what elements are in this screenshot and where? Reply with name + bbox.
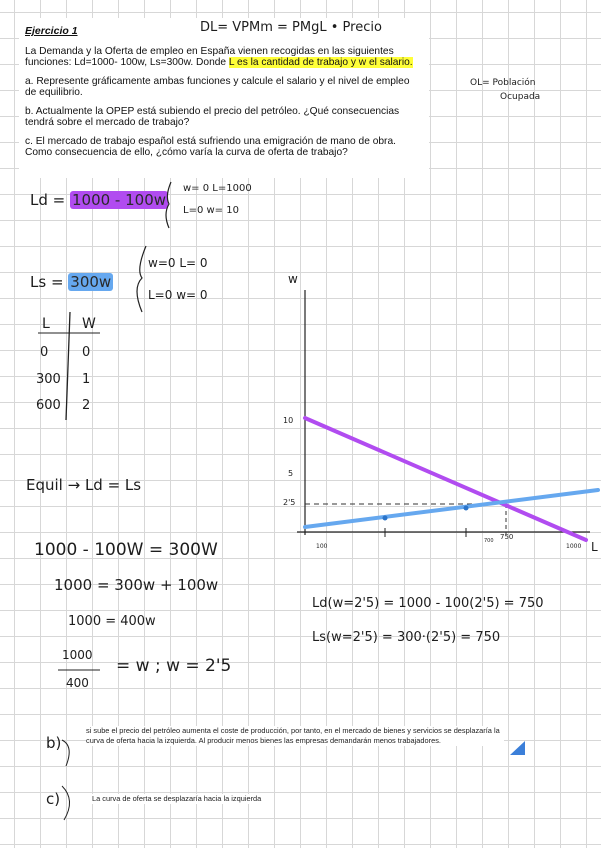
supply-curve xyxy=(305,490,598,527)
equation-step-4-result: = w ; w = 2'5 xyxy=(116,656,232,676)
ls-condition-2: L=0 w= 0 xyxy=(148,288,208,302)
equilibrium-label: Equil → Ld = Ls xyxy=(26,476,142,494)
calc-ls-equilibrium: Ls(w=2'5) = 300·(2'5) = 750 xyxy=(312,630,501,645)
table-row-l-0: 0 xyxy=(40,345,49,360)
exercise-intro: La Demanda y la Oferta de empleo en España vienen recogidas en las siguientes funciones: Ld=1000- 100w, Ls=300w. Donde L es la cantidad de trabajo y w el salario. xyxy=(25,45,413,68)
ld-brace xyxy=(166,182,171,228)
table-row-w-2: 2 xyxy=(82,398,91,413)
ld-condition-1: w= 0 L=1000 xyxy=(183,183,252,194)
page-corner-marker xyxy=(510,741,525,755)
note-ol-2: Ocupada xyxy=(500,92,541,102)
highlighted-definition: L es la cantidad de trabajo y w el salario. xyxy=(228,57,413,68)
note-dl-vpm: DL= VPMm = PMgL • Precio xyxy=(200,20,382,35)
ls-brace xyxy=(137,246,146,312)
table-row-w-0: 0 xyxy=(82,345,91,360)
ld-equation: Ld = 1000 - 100w xyxy=(30,191,167,209)
exercise-part-a: a. Represente gráficamente ambas funciones y calcule el salario y el nivel de empleo de equilibrio. xyxy=(25,75,410,98)
ld-expression: 1000 - 100w xyxy=(71,191,167,209)
x-tick-label-700: 700 xyxy=(484,538,494,544)
answer-c-label: c) xyxy=(46,790,61,808)
exercise-part-c: c. El mercado de trabajo español está sufriendo una emigración de mano de obra. Como consecuencia de ello, ¿cómo varía la curva de oferta de trabajo? xyxy=(25,135,396,158)
ls-equation: Ls = 300w xyxy=(30,273,112,291)
supply-point-1 xyxy=(383,516,388,521)
equation-step-1: 1000 - 100W = 300W xyxy=(34,540,218,560)
equation-step-4-denominator: 400 xyxy=(66,676,89,690)
table-vertical-rule xyxy=(66,312,70,420)
table-header-l: L xyxy=(42,316,50,332)
table-header-w: W xyxy=(82,316,96,332)
ld-condition-2: L=0 w= 10 xyxy=(183,205,239,216)
table-row-w-1: 1 xyxy=(82,372,91,387)
answer-c-text: La curva de oferta se desplazaría hacia la izquierda xyxy=(92,794,262,803)
graph-axis-w: w xyxy=(288,272,298,286)
x-tick-label-1000: 1000 xyxy=(566,543,582,550)
table-row-l-2: 600 xyxy=(36,398,61,413)
equation-step-3: 1000 = 400w xyxy=(68,614,156,629)
equation-step-4-numerator: 1000 xyxy=(62,648,93,662)
answer-b-label: b) xyxy=(46,734,62,752)
graph-axis-l: L xyxy=(591,540,598,554)
answer-b-text: si sube el precio del petróleo aumenta el coste de producción, por tanto, en el mercado de bienes y servicios se desplazaría la curva de oferta hacia la izquierda. Al producir menos bienes las empresas demandarán menos trabajadores. xyxy=(86,726,504,746)
x-tick-label-750: 750 xyxy=(500,533,514,541)
ls-expression: 300w xyxy=(70,273,112,291)
bracket-b xyxy=(62,740,69,766)
calc-ld-equilibrium: Ld(w=2'5) = 1000 - 100(2'5) = 750 xyxy=(312,596,544,611)
exercise-title: Ejercicio 1 xyxy=(25,25,78,37)
exercise-part-b: b. Actualmente la OPEP está subiendo el precio del petróleo. ¿Qué consecuencias tendrá sobre el mercado de trabajo? xyxy=(25,105,400,128)
y-tick-label-10: 10 xyxy=(283,416,294,425)
table-row-l-1: 300 xyxy=(36,372,61,387)
y-tick-label-2-5: 2'5 xyxy=(283,498,296,507)
equation-step-2: 1000 = 300w + 100w xyxy=(54,576,219,594)
bracket-c xyxy=(62,786,70,820)
y-tick-label-5: 5 xyxy=(288,469,294,478)
supply-point-2 xyxy=(464,506,469,511)
x-tick-label-100: 100 xyxy=(316,543,328,550)
ls-condition-1: w=0 L= 0 xyxy=(148,256,208,270)
note-ol-1: OL= Población xyxy=(470,78,536,88)
